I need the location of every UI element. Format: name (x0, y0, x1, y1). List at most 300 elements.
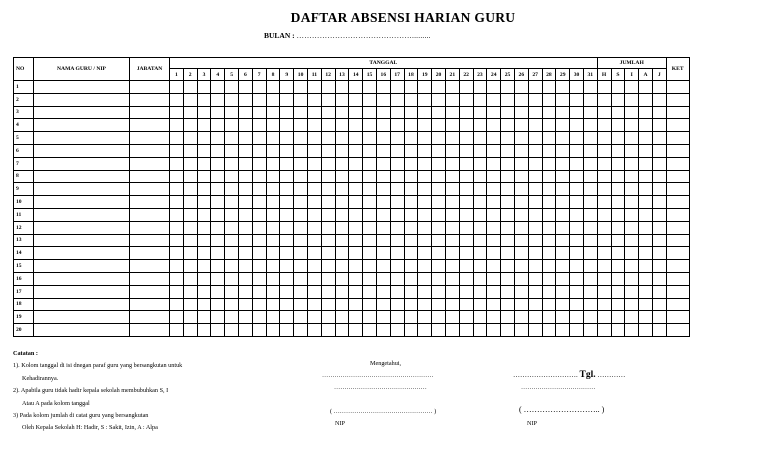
cell-attendance (280, 93, 294, 106)
cell-attendance (542, 324, 556, 337)
cell-attendance (197, 157, 211, 170)
cell-attendance (197, 272, 211, 285)
table-row (14, 170, 690, 183)
cell-attendance (625, 144, 639, 157)
cell-attendance (639, 208, 653, 221)
cell-jabatan (130, 132, 170, 145)
cell-attendance (639, 119, 653, 132)
cell-ket (666, 272, 689, 285)
cell-attendance (294, 311, 308, 324)
cell-attendance (597, 298, 611, 311)
cell-attendance (542, 144, 556, 157)
cell-jabatan (130, 170, 170, 183)
cell-attendance (321, 119, 335, 132)
cell-attendance (501, 311, 515, 324)
cell-attendance (639, 157, 653, 170)
cell-attendance (280, 106, 294, 119)
cell-attendance (321, 260, 335, 273)
cell-attendance (459, 324, 473, 337)
header-date: 26 (514, 69, 528, 81)
cell-attendance (639, 272, 653, 285)
cell-attendance (570, 157, 584, 170)
cell-attendance (473, 324, 487, 337)
cell-attendance (280, 311, 294, 324)
cell-attendance (252, 132, 266, 145)
row-number: 4 (14, 119, 34, 132)
cell-attendance (418, 106, 432, 119)
table-row (14, 260, 690, 273)
cell-jabatan (130, 208, 170, 221)
cell-jabatan (130, 144, 170, 157)
cell-attendance (556, 157, 570, 170)
cell-attendance (349, 272, 363, 285)
row-number: 5 (14, 132, 34, 145)
cell-attendance (432, 93, 446, 106)
table-row (14, 157, 690, 170)
cell-attendance (376, 106, 390, 119)
cell-attendance (390, 144, 404, 157)
cell-attendance (266, 93, 280, 106)
cell-ket (666, 260, 689, 273)
cell-attendance (266, 272, 280, 285)
cell-attendance (225, 247, 239, 260)
cell-attendance (211, 144, 225, 157)
cell-attendance (556, 132, 570, 145)
cell-attendance (625, 324, 639, 337)
cell-attendance (528, 208, 542, 221)
header-date: 7 (252, 69, 266, 81)
cell-attendance (445, 221, 459, 234)
cell-attendance (321, 298, 335, 311)
cell-attendance (376, 93, 390, 106)
cell-attendance (183, 285, 197, 298)
table-row (14, 208, 690, 221)
cell-attendance (390, 285, 404, 298)
cell-attendance (238, 170, 252, 183)
cell-attendance (459, 183, 473, 196)
cell-attendance (611, 93, 625, 106)
cell-attendance (170, 132, 184, 145)
cell-attendance (390, 93, 404, 106)
cell-attendance (473, 196, 487, 209)
header-jumlah-sub: J (652, 69, 666, 81)
cell-attendance (404, 247, 418, 260)
row-number: 6 (14, 144, 34, 157)
header-jumlah-sub: I (625, 69, 639, 81)
cell-attendance (459, 247, 473, 260)
cell-attendance (556, 298, 570, 311)
cell-attendance (321, 234, 335, 247)
cell-attendance (363, 170, 377, 183)
cell-attendance (542, 208, 556, 221)
cell-attendance (570, 221, 584, 234)
cell-attendance (376, 81, 390, 94)
cell-attendance (211, 93, 225, 106)
cell-attendance (211, 285, 225, 298)
cell-attendance (501, 285, 515, 298)
cell-attendance (349, 106, 363, 119)
header-date: 18 (404, 69, 418, 81)
cell-attendance (170, 272, 184, 285)
cell-attendance (418, 311, 432, 324)
cell-attendance (307, 132, 321, 145)
cell-attendance (294, 81, 308, 94)
cell-attendance (652, 119, 666, 132)
cell-attendance (211, 170, 225, 183)
cell-attendance (652, 106, 666, 119)
cell-attendance (294, 285, 308, 298)
cell-attendance (597, 157, 611, 170)
cell-attendance (432, 132, 446, 145)
date-dots-prefix: ………………………. (513, 371, 578, 379)
cell-attendance (556, 324, 570, 337)
cell-attendance (583, 196, 597, 209)
cell-attendance (307, 208, 321, 221)
cell-attendance (183, 260, 197, 273)
cell-attendance (170, 311, 184, 324)
header-date: 25 (501, 69, 515, 81)
cell-attendance (583, 324, 597, 337)
cell-attendance (363, 285, 377, 298)
cell-attendance (170, 324, 184, 337)
cell-attendance (459, 234, 473, 247)
cell-attendance (197, 285, 211, 298)
cell-attendance (225, 285, 239, 298)
cell-attendance (404, 81, 418, 94)
cell-jabatan (130, 81, 170, 94)
cell-attendance (611, 285, 625, 298)
cell-attendance (252, 247, 266, 260)
cell-attendance (294, 119, 308, 132)
header-date: 10 (294, 69, 308, 81)
cell-attendance (432, 144, 446, 157)
cell-attendance (487, 208, 501, 221)
cell-attendance (556, 144, 570, 157)
cell-attendance (625, 132, 639, 145)
cell-attendance (252, 208, 266, 221)
cell-attendance (597, 183, 611, 196)
cell-attendance (225, 132, 239, 145)
cell-attendance (252, 298, 266, 311)
notes-section (13, 348, 182, 435)
cell-nama (34, 260, 130, 273)
table-row (14, 298, 690, 311)
cell-jabatan (130, 298, 170, 311)
cell-attendance (252, 196, 266, 209)
cell-attendance (542, 170, 556, 183)
cell-attendance (197, 311, 211, 324)
cell-attendance (514, 234, 528, 247)
cell-attendance (514, 208, 528, 221)
cell-attendance (211, 208, 225, 221)
cell-attendance (473, 119, 487, 132)
cell-attendance (625, 311, 639, 324)
row-number: 10 (14, 196, 34, 209)
row-number: 17 (14, 285, 34, 298)
cell-attendance (639, 132, 653, 145)
cell-attendance (363, 157, 377, 170)
cell-attendance (252, 157, 266, 170)
cell-attendance (445, 106, 459, 119)
cell-attendance (225, 196, 239, 209)
cell-attendance (335, 272, 349, 285)
cell-attendance (625, 298, 639, 311)
cell-attendance (349, 81, 363, 94)
cell-attendance (280, 208, 294, 221)
cell-attendance (501, 119, 515, 132)
cell-attendance (611, 247, 625, 260)
cell-attendance (652, 221, 666, 234)
cell-attendance (514, 81, 528, 94)
header-date: 13 (335, 69, 349, 81)
cell-attendance (652, 311, 666, 324)
cell-attendance (252, 234, 266, 247)
cell-attendance (597, 196, 611, 209)
cell-attendance (266, 247, 280, 260)
cell-attendance (487, 106, 501, 119)
cell-attendance (197, 221, 211, 234)
cell-attendance (639, 285, 653, 298)
cell-attendance (459, 260, 473, 273)
cell-attendance (652, 81, 666, 94)
cell-attendance (542, 311, 556, 324)
header-date: 31 (583, 69, 597, 81)
cell-attendance (528, 81, 542, 94)
table-row (14, 247, 690, 260)
cell-attendance (376, 272, 390, 285)
cell-attendance (321, 183, 335, 196)
cell-attendance (556, 260, 570, 273)
row-number: 8 (14, 170, 34, 183)
signature-left-dots-2: ……………………………………… (334, 384, 427, 391)
cell-attendance (597, 234, 611, 247)
cell-attendance (542, 285, 556, 298)
cell-attendance (363, 247, 377, 260)
header-nama: NAMA GURU / NIP (34, 58, 130, 81)
cell-attendance (252, 119, 266, 132)
cell-attendance (266, 157, 280, 170)
cell-attendance (514, 157, 528, 170)
cell-attendance (197, 81, 211, 94)
cell-attendance (473, 144, 487, 157)
cell-attendance (404, 183, 418, 196)
cell-attendance (501, 324, 515, 337)
cell-attendance (625, 93, 639, 106)
cell-attendance (514, 170, 528, 183)
cell-attendance (445, 247, 459, 260)
cell-attendance (570, 132, 584, 145)
cell-attendance (639, 247, 653, 260)
cell-attendance (652, 196, 666, 209)
cell-attendance (652, 132, 666, 145)
cell-attendance (349, 170, 363, 183)
cell-attendance (238, 144, 252, 157)
cell-attendance (432, 170, 446, 183)
cell-attendance (238, 234, 252, 247)
header-date: 28 (542, 69, 556, 81)
cell-attendance (349, 144, 363, 157)
cell-attendance (170, 247, 184, 260)
cell-nama (34, 272, 130, 285)
cell-attendance (321, 157, 335, 170)
cell-attendance (197, 183, 211, 196)
cell-attendance (390, 157, 404, 170)
cell-attendance (611, 157, 625, 170)
cell-attendance (556, 106, 570, 119)
cell-attendance (321, 196, 335, 209)
cell-attendance (597, 144, 611, 157)
cell-attendance (363, 298, 377, 311)
cell-attendance (280, 196, 294, 209)
cell-attendance (225, 106, 239, 119)
cell-attendance (542, 106, 556, 119)
header-date: 9 (280, 69, 294, 81)
cell-attendance (445, 208, 459, 221)
cell-attendance (335, 170, 349, 183)
cell-attendance (652, 285, 666, 298)
cell-attendance (238, 272, 252, 285)
cell-attendance (652, 208, 666, 221)
cell-attendance (363, 260, 377, 273)
cell-attendance (501, 144, 515, 157)
cell-attendance (514, 298, 528, 311)
cell-attendance (459, 132, 473, 145)
cell-attendance (528, 285, 542, 298)
cell-attendance (583, 247, 597, 260)
cell-attendance (501, 93, 515, 106)
cell-attendance (280, 324, 294, 337)
cell-attendance (597, 93, 611, 106)
cell-attendance (418, 247, 432, 260)
cell-attendance (528, 170, 542, 183)
row-number: 11 (14, 208, 34, 221)
cell-attendance (652, 183, 666, 196)
cell-attendance (238, 311, 252, 324)
cell-attendance (321, 272, 335, 285)
header-no: NO (14, 58, 34, 81)
cell-attendance (211, 272, 225, 285)
cell-attendance (542, 119, 556, 132)
cell-attendance (349, 221, 363, 234)
row-number: 20 (14, 324, 34, 337)
cell-attendance (418, 260, 432, 273)
attendance-table (13, 57, 690, 337)
cell-attendance (432, 208, 446, 221)
cell-attendance (170, 119, 184, 132)
cell-attendance (418, 208, 432, 221)
cell-attendance (197, 170, 211, 183)
cell-attendance (197, 260, 211, 273)
cell-attendance (225, 272, 239, 285)
cell-nama (34, 81, 130, 94)
cell-attendance (335, 183, 349, 196)
cell-attendance (376, 144, 390, 157)
cell-attendance (625, 119, 639, 132)
cell-attendance (473, 285, 487, 298)
cell-attendance (583, 208, 597, 221)
cell-nama (34, 196, 130, 209)
cell-attendance (211, 106, 225, 119)
cell-attendance (556, 196, 570, 209)
table-row (14, 285, 690, 298)
cell-attendance (238, 119, 252, 132)
cell-attendance (597, 106, 611, 119)
header-date: 16 (376, 69, 390, 81)
cell-attendance (376, 311, 390, 324)
cell-attendance (225, 157, 239, 170)
cell-attendance (611, 106, 625, 119)
cell-attendance (404, 272, 418, 285)
cell-attendance (487, 170, 501, 183)
cell-attendance (459, 119, 473, 132)
header-date: 1 (170, 69, 184, 81)
cell-nama (34, 132, 130, 145)
cell-attendance (376, 208, 390, 221)
cell-attendance (183, 106, 197, 119)
cell-ket (666, 106, 689, 119)
cell-attendance (238, 93, 252, 106)
cell-attendance (501, 260, 515, 273)
cell-attendance (225, 81, 239, 94)
cell-attendance (583, 285, 597, 298)
cell-attendance (183, 196, 197, 209)
cell-attendance (404, 285, 418, 298)
cell-attendance (597, 119, 611, 132)
cell-attendance (170, 81, 184, 94)
cell-attendance (432, 106, 446, 119)
cell-attendance (307, 260, 321, 273)
cell-attendance (390, 221, 404, 234)
cell-attendance (514, 247, 528, 260)
header-date: 2 (183, 69, 197, 81)
cell-attendance (170, 221, 184, 234)
cell-attendance (294, 234, 308, 247)
cell-attendance (542, 272, 556, 285)
cell-attendance (280, 272, 294, 285)
cell-attendance (307, 157, 321, 170)
cell-attendance (307, 119, 321, 132)
cell-ket (666, 208, 689, 221)
cell-attendance (556, 221, 570, 234)
table-row (14, 132, 690, 145)
cell-attendance (335, 144, 349, 157)
cell-attendance (266, 285, 280, 298)
cell-attendance (597, 311, 611, 324)
header-date: 20 (432, 69, 446, 81)
cell-attendance (528, 119, 542, 132)
cell-ket (666, 285, 689, 298)
cell-attendance (611, 324, 625, 337)
row-number: 1 (14, 81, 34, 94)
cell-jabatan (130, 183, 170, 196)
cell-attendance (570, 144, 584, 157)
cell-attendance (294, 324, 308, 337)
cell-attendance (583, 132, 597, 145)
cell-attendance (583, 81, 597, 94)
cell-attendance (487, 132, 501, 145)
cell-attendance (583, 311, 597, 324)
cell-attendance (473, 298, 487, 311)
cell-ket (666, 234, 689, 247)
cell-attendance (542, 260, 556, 273)
cell-attendance (625, 106, 639, 119)
signature-left-nip: NIP (335, 420, 345, 427)
cell-attendance (390, 311, 404, 324)
cell-attendance (556, 93, 570, 106)
cell-ket (666, 311, 689, 324)
cell-attendance (211, 260, 225, 273)
cell-attendance (625, 260, 639, 273)
